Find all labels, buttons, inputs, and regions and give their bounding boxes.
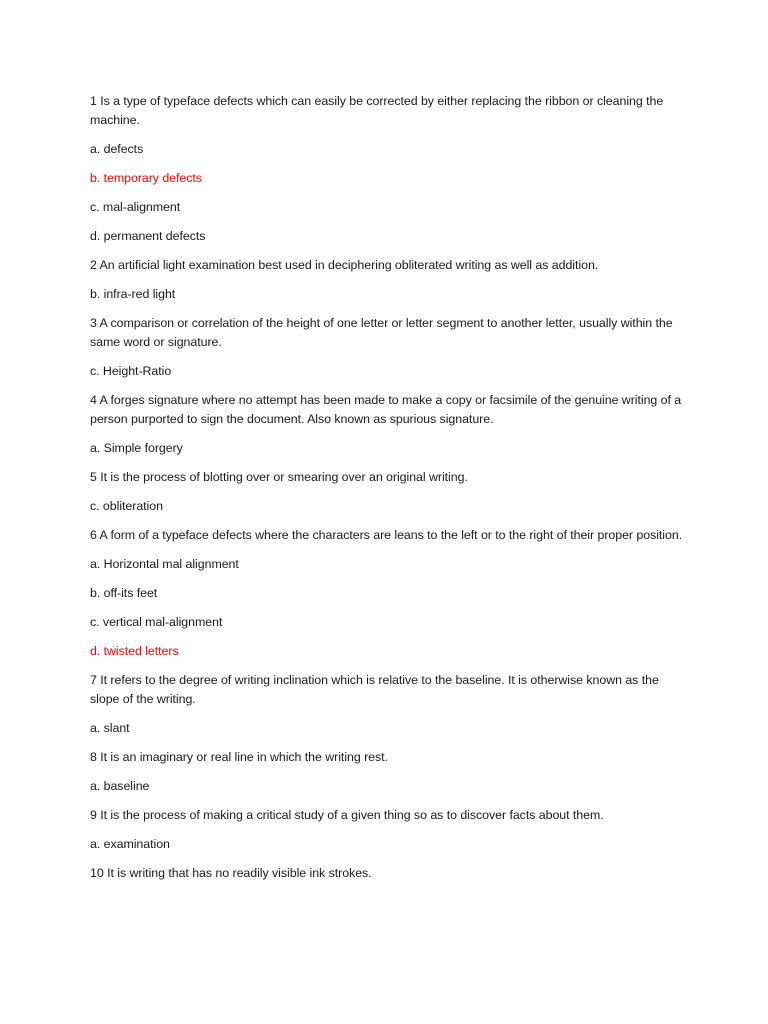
question-6-option-b: b. off-its feet [90, 586, 158, 600]
question-1-option-d: d. permanent defects [90, 229, 206, 243]
question-6-option-a: a. Horizontal mal alignment [90, 557, 239, 571]
question-3-answer: c. Height-Ratio [90, 364, 172, 378]
question-10-text: 10 It is writing that has no readily visible ink strokes. [90, 866, 372, 880]
question-8-text: 8 It is an imaginary or real line in which the writing rest. [90, 750, 388, 764]
question-1-text: 1 Is a type of typeface defects which can easily be corrected by either replacing the ribbon or cleaning the machine. [90, 94, 664, 127]
question-6-option-c: c. vertical mal-alignment [90, 615, 223, 629]
question-4-answer: a. Simple forgery [90, 441, 183, 455]
question-4-text: 4 A forges signature where no attempt has been made to make a copy or facsimile of the genuine writing of a person purported to sign the document. Also known as spurious signature. [90, 393, 682, 426]
question-2-answer: b. infra-red light [90, 287, 176, 301]
question-9-text: 9 It is the process of making a critical study of a given thing so as to discover facts about them. [90, 808, 604, 822]
question-7-answer: a. slant [90, 721, 130, 735]
question-9-answer: a. examination [90, 837, 170, 851]
question-1-option-a: a. defects [90, 142, 144, 156]
question-1-option-c: c. mal-alignment [90, 200, 181, 214]
document-content [90, 92, 690, 893]
question-8-answer: a. baseline [90, 779, 150, 793]
question-7-text: 7 It refers to the degree of writing inclination which is relative to the baseline. It is otherwise known as the slope of the writing. [90, 673, 659, 706]
question-1-option-b-highlighted: b. temporary defects [90, 171, 202, 185]
question-3-text: 3 A comparison or correlation of the height of one letter or letter segment to another letter, usually within the same word or signature. [90, 316, 673, 349]
question-5-text: 5 It is the process of blotting over or smearing over an original writing. [90, 470, 468, 484]
question-2-text: 2 An artificial light examination best used in deciphering obliterated writing as well as addition. [90, 258, 599, 272]
question-6-text: 6 A form of a typeface defects where the characters are leans to the left or to the right of their proper position. [90, 528, 683, 542]
question-6-option-d-highlighted: d. twisted letters [90, 644, 179, 658]
question-5-answer: c. obliteration [90, 499, 163, 513]
